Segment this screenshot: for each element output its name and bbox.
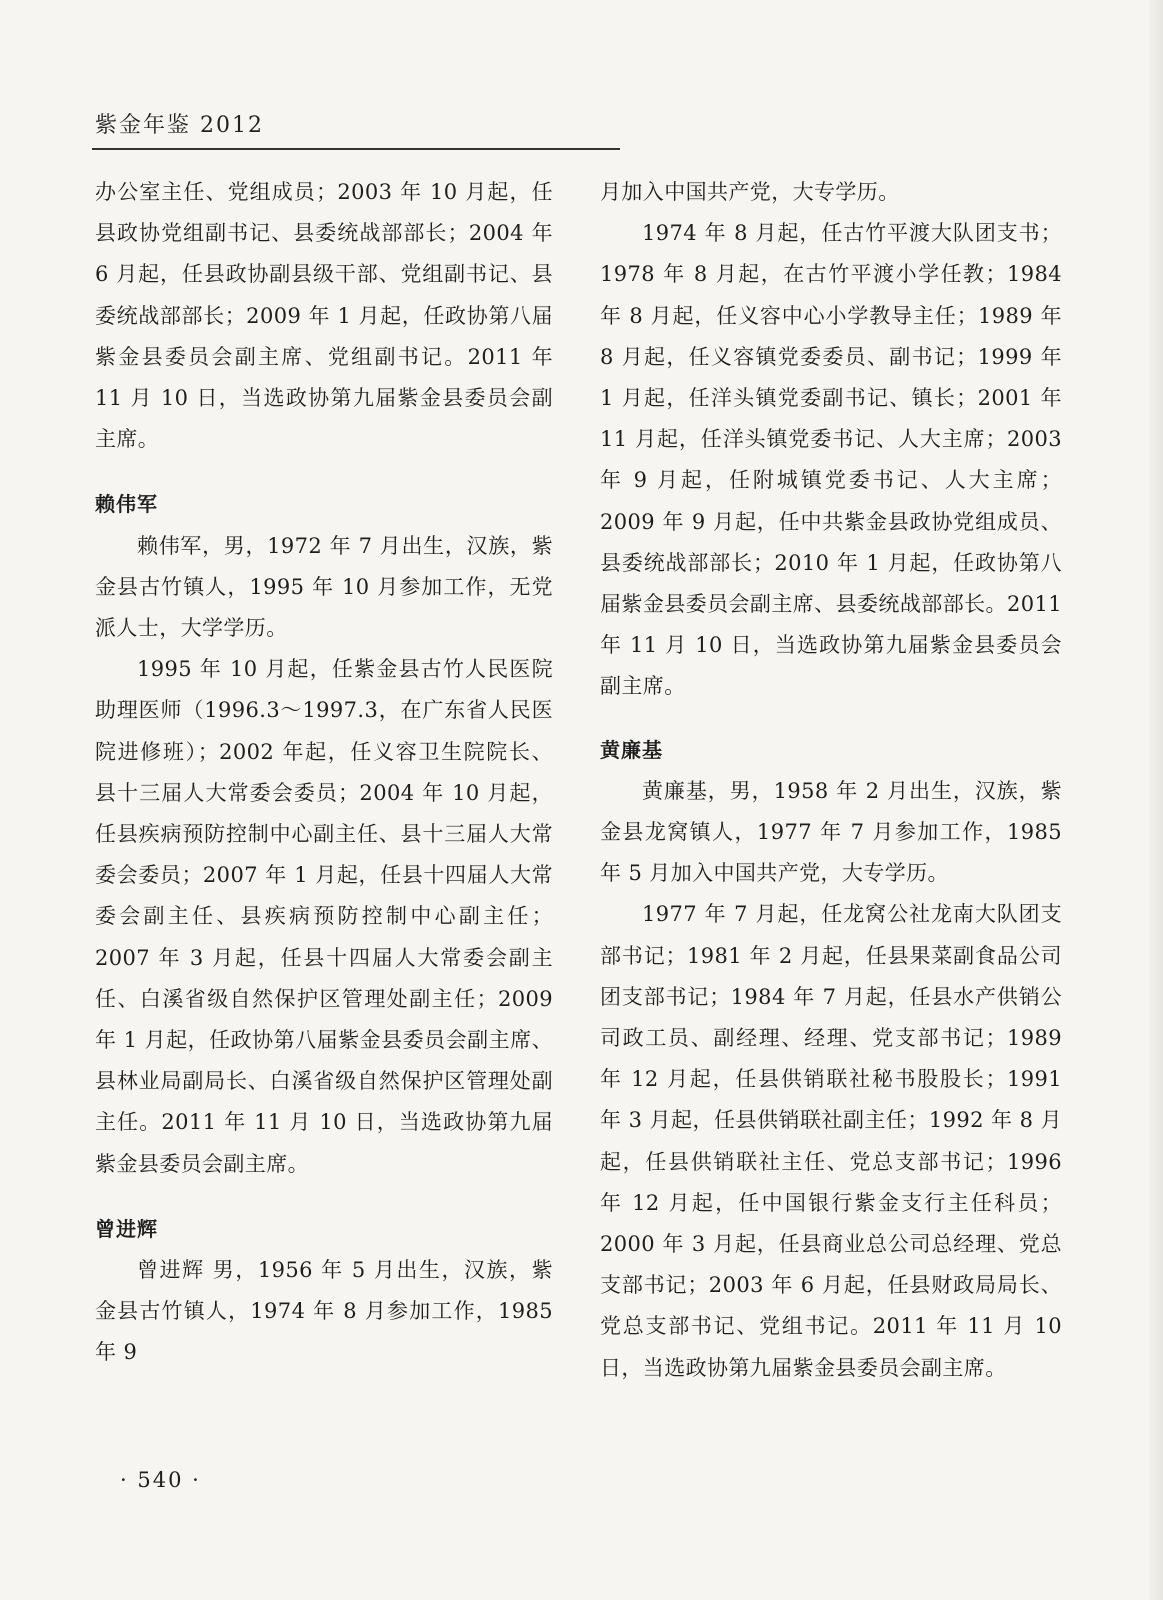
bio-paragraph: 黄廉基，男，1958 年 2 月出生，汉族，紫金县龙窝镇人，1977 年 7 月参加工作，1985 年 5 月加入中国共产党，大专学历。	[600, 778, 1062, 886]
section-title-lai-weijun: 赖伟军	[95, 492, 158, 517]
left-column	[95, 172, 553, 1374]
continuation-paragraph: 月加入中国共产党，大专学历。	[600, 180, 900, 204]
scan-edge	[1149, 0, 1163, 1600]
bio-paragraph: 1995 年 10 月起，任紫金县古竹人民医院助理医师（1996.3～1997.3，在广东省人民医院进修班）；2002 年起，任义容卫生院院长、县十三届人大常委会委员；2004 年 10 月起，任县疾病预防控制中心副主任、县十三届人大常委会委员；2007 年 1 月起，任县十四届人大常委会副主任、县疾病预防控制中心副主任；2007 年 3 月起，任县十四届人大常委会副主任、白溪省级自然保护区管理处副主任；2009 年 1 月起，任政协第八届紫金县委员会副主席、县林业局副局长、白溪省级自然保护区管理处副主任。2011 年 11 月 10 日，当选政协第九届紫金县委员会副主席。	[95, 657, 553, 1176]
bio-paragraph: 1977 年 7 月起，任龙窝公社龙南大队团支部书记；1981 年 2 月起，任县果菜副食品公司团支部书记；1984 年 7 月起，任县水产供销公司政工员、副经理、经理、党支部书记；1989 年 12 月起，任县供销联社秘书股股长；1991 年 3 月起，任县供销联社副主任；1992 年 8 月起，任县供销联社主任、党总支部书记；1996 年 12 月起，任中国银行紫金支行主任科员；2000 年 3 月起，任县商业总公司总经理、党总支部书记；2003 年 6 月起，任县财政局局长、党总支部书记、党组书记。2011 年 11 月 10 日，当选政协第九届紫金县委员会副主席。	[600, 902, 1062, 1380]
bio-paragraph: 1974 年 8 月起，任古竹平渡大队团支书；1978 年 8 月起，在古竹平渡小学任教；1984 年 8 月起，任义容中心小学教导主任；1989 年 8 月起，任义容镇党委委员、副书记；1999 年 1 月起，任洋头镇党委副书记、镇长；2001 年 11 月起，任洋头镇党委书记、人大主席；2003 年 9 月起，任附城镇党委书记、人大主席；2009 年 9 月起，任中共紫金县政协党组成员、县委统战部部长；2010 年 1 月起，任政协第八届紫金县委员会副主席、县委统战部部长。2011 年 11 月 10 日，当选政协第九届紫金县委员会副主席。	[600, 221, 1062, 699]
header-rule	[92, 148, 620, 150]
bio-paragraph: 赖伟军，男，1972 年 7 月出生，汉族，紫金县古竹镇人，1995 年 10 月参加工作，无党派人士，大学学历。	[95, 533, 553, 641]
section-title-zeng-jinhui: 曾进辉	[95, 1216, 158, 1241]
running-header: 紫金年鉴 2012	[95, 113, 264, 138]
section-title-huang-lianji: 黄廉基	[600, 737, 663, 762]
continuation-paragraph: 办公室主任、党组成员；2003 年 10 月起，任县政协党组副书记、县委统战部部长；2004 年 6 月起，任县政协副县级干部、党组副书记、县委统战部部长；2009 年 1 月起，任政协第八届紫金县委员会副主席、党组副书记。2011 年 11 月 10 日，当选政协第九届紫金县委员会副主席。	[95, 180, 553, 452]
page-number: · 540 ·	[120, 1468, 201, 1492]
right-column	[600, 172, 1062, 1389]
bio-paragraph: 曾进辉 男，1956 年 5 月出生，汉族，紫金县古竹镇人，1974 年 8 月参加工作，1985 年 9	[95, 1258, 553, 1365]
